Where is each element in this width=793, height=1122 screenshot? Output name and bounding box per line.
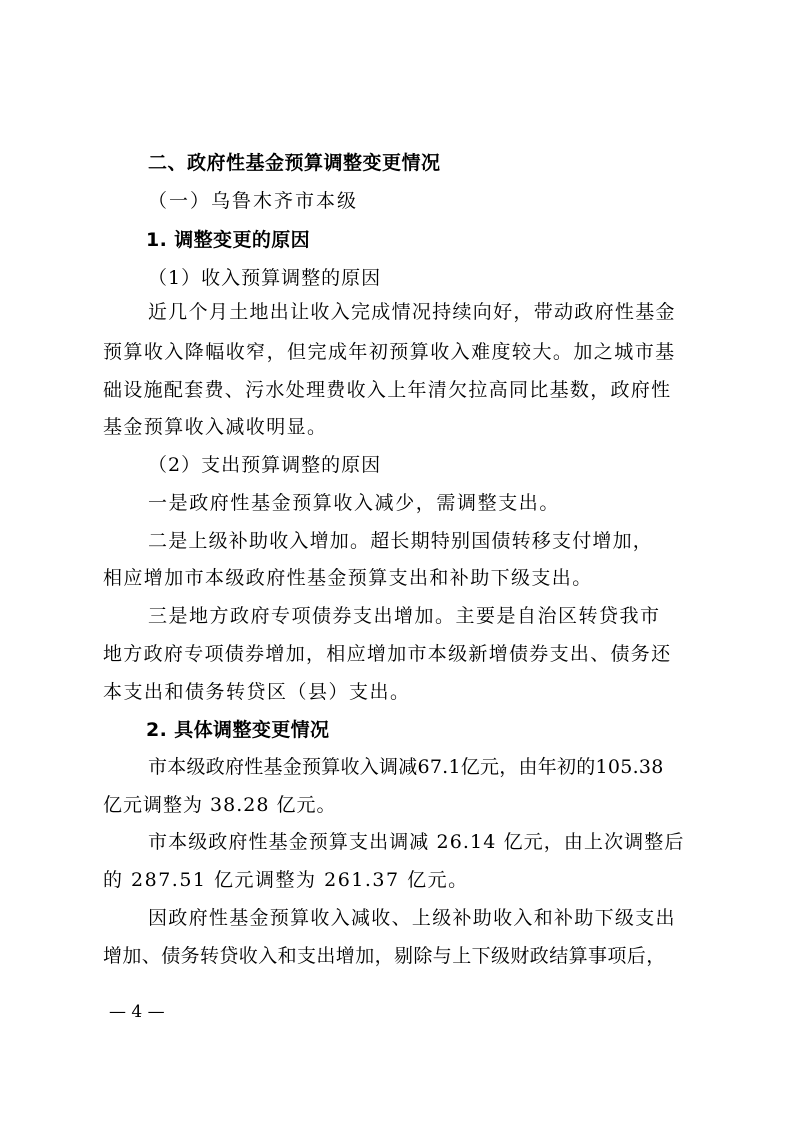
body-text-line: 市本级政府性基金预算收入调减67.1亿元，由年初的105.38 bbox=[148, 756, 664, 778]
heading-adjustment-reasons: 1. 调整变更的原因 bbox=[146, 229, 311, 251]
body-text-line: 亿元调整为 38.28 亿元。 bbox=[103, 794, 337, 816]
page-number: — 4 — bbox=[109, 1002, 165, 1022]
body-text-line: 预算收入降幅收窄，但完成年初预算收入难度较大。加之城市基 bbox=[103, 341, 676, 363]
heading-specific-changes: 2. 具体调整变更情况 bbox=[146, 719, 330, 741]
subsection-title: （一）乌鲁木齐市本级 bbox=[148, 190, 359, 212]
body-text-line: 因政府性基金预算收入减收、上级补助收入和补助下级支出 bbox=[148, 907, 676, 929]
body-text-line: 的 287.51 亿元调整为 261.37 亿元。 bbox=[103, 869, 469, 891]
body-text-line: 市本级政府性基金预算支出调减 26.14 亿元，由上次调整后 bbox=[148, 831, 685, 853]
body-text-line: 一是政府性基金预算收入减少，需调整支出。 bbox=[148, 492, 561, 514]
body-text-line: 基金预算收入减收明显。 bbox=[103, 416, 328, 438]
body-text-line: 二是上级补助收入增加。超长期特别国债转移支付增加， bbox=[148, 530, 654, 552]
section-title: 二、政府性基金预算调整变更情况 bbox=[148, 152, 441, 174]
body-text-line: 增加、债务转贷收入和支出增加，剔除与上下级财政结算事项后， bbox=[103, 945, 666, 967]
paragraph-title-expenditure-reasons: （2）支出预算调整的原因 bbox=[148, 454, 382, 476]
body-text-line: 近几个月土地出让收入完成情况持续向好，带动政府性基金 bbox=[148, 301, 676, 323]
body-text-line: 相应增加市本级政府性基金预算支出和补助下级支出。 bbox=[103, 567, 593, 589]
paragraph-title-revenue-reasons: （1）收入预算调整的原因 bbox=[148, 267, 382, 289]
body-text-line: 本支出和债务转贷区（县）支出。 bbox=[103, 681, 411, 703]
body-text-line: 三是地方政府专项债券支出增加。主要是自治区转贷我市 bbox=[148, 605, 661, 627]
body-text-line: 地方政府专项债券增加，相应增加市本级新增债券支出、债务还 bbox=[103, 643, 672, 665]
body-text-line: 础设施配套费、污水处理费收入上年清欠拉高同比基数，政府性 bbox=[103, 379, 672, 401]
